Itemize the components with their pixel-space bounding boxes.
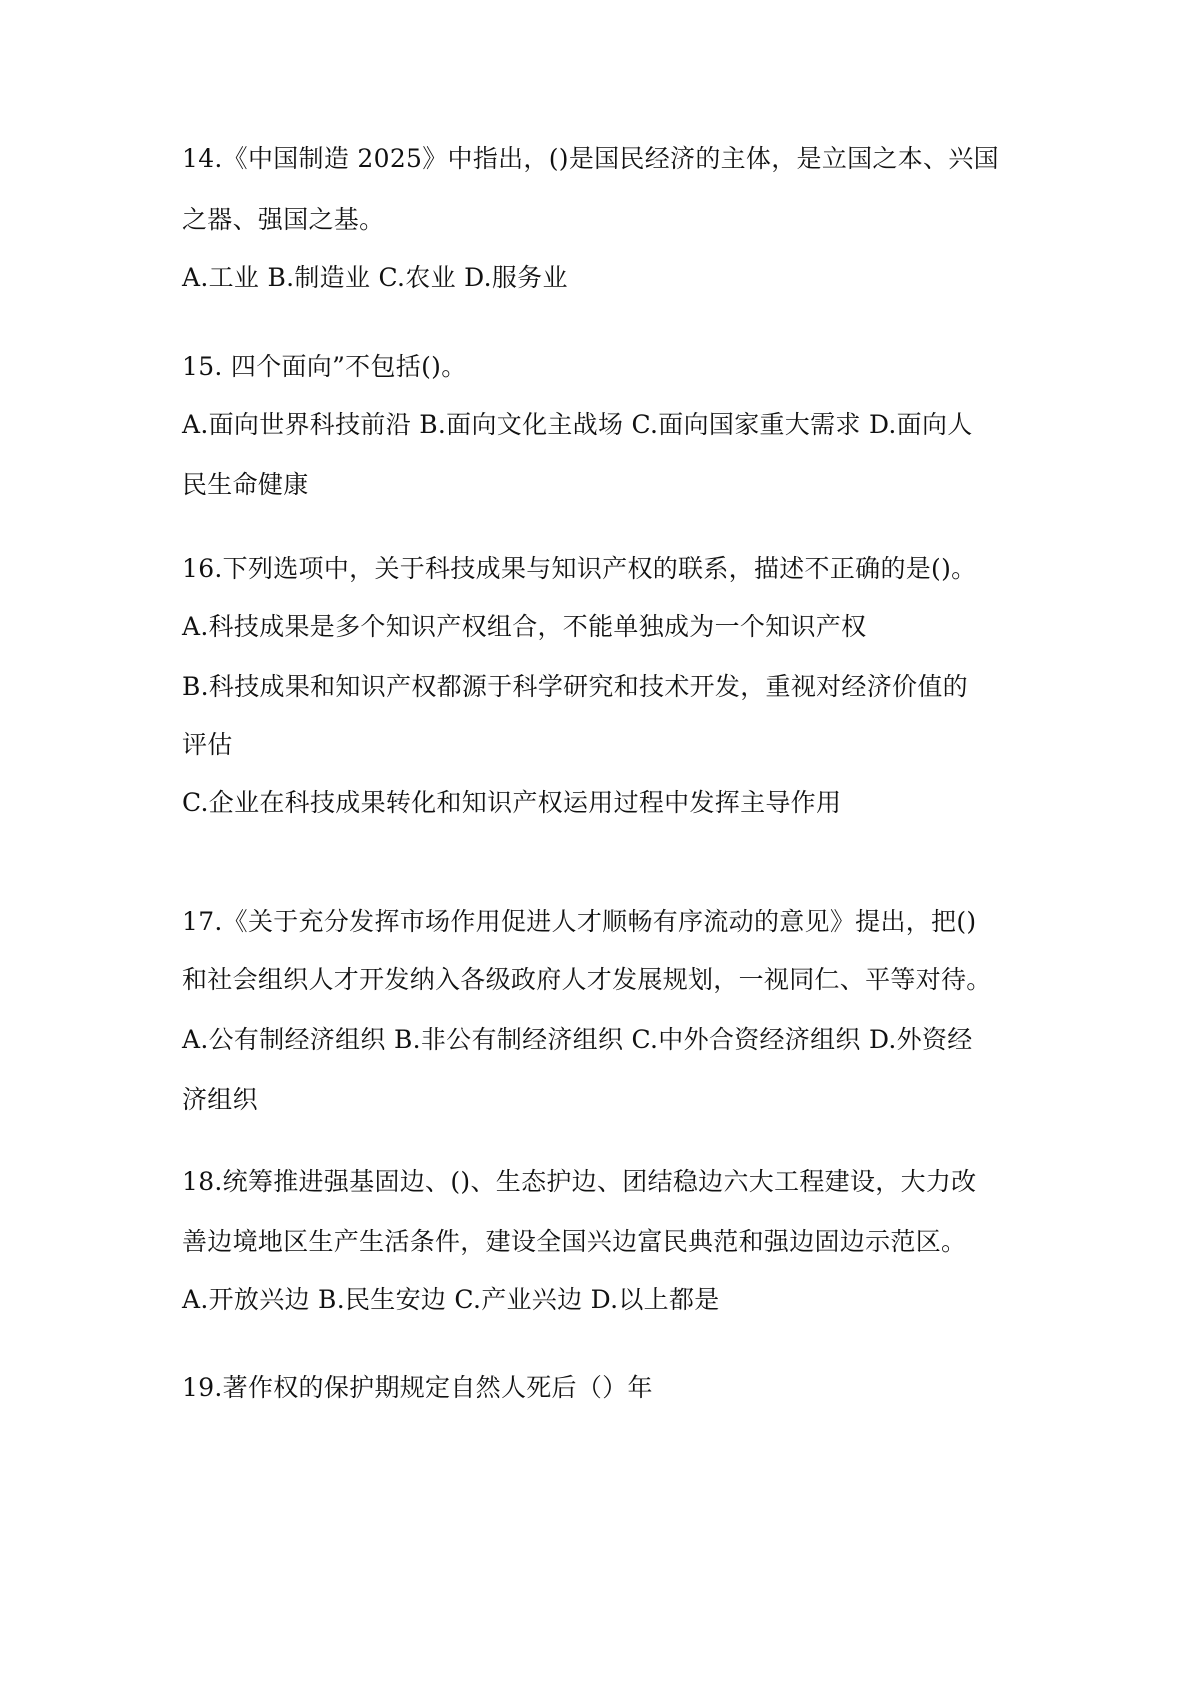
question-14-options: A.工业 B.制造业 C.农业 D.服务业 [182, 263, 568, 292]
question-16-option-b-line-2: 评估 [182, 730, 233, 759]
question-16-option-c: C.企业在科技成果转化和知识产权运用过程中发挥主导作用 [182, 788, 842, 817]
question-15-options-line-1: A.面向世界科技前沿 B.面向文化主战场 C.面向国家重大需求 D.面向人 [182, 410, 973, 439]
question-15-stem-line-1: 15. 四个面向”不包括()。 [182, 352, 467, 381]
question-14-stem-line-2: 之器、强国之基。 [182, 205, 385, 234]
question-17-options-line-2: 济组织 [182, 1085, 258, 1114]
question-17-stem-line-1: 17.《关于充分发挥市场作用促进人才顺畅有序流动的意见》提出，把() [182, 907, 977, 936]
question-17-stem-line-2: 和社会组织人才开发纳入各级政府人才发展规划，一视同仁、平等对待。 [182, 965, 992, 994]
question-18-options: A.开放兴边 B.民生安边 C.产业兴边 D.以上都是 [182, 1285, 720, 1314]
question-15-options-line-2: 民生命健康 [182, 470, 309, 499]
question-14-stem-line-1: 14.《中国制造 2025》中指出，()是国民经济的主体，是立国之本、兴国 [182, 144, 999, 173]
question-17-options-line-1: A.公有制经济组织 B.非公有制经济组织 C.中外合资经济组织 D.外资经 [182, 1025, 973, 1054]
question-19-stem-line-1: 19.著作权的保护期规定自然人死后（）年 [182, 1373, 653, 1402]
question-16-option-a: A.科技成果是多个知识产权组合，不能单独成为一个知识产权 [182, 612, 867, 641]
question-18-stem-line-2: 善边境地区生产生活条件，建设全国兴边富民典范和强边固边示范区。 [182, 1227, 967, 1256]
question-16-option-b-line-1: B.科技成果和知识产权都源于科学研究和技术开发，重视对经济价值的 [182, 672, 968, 701]
question-16-stem-line-1: 16.下列选项中，关于科技成果与知识产权的联系，描述不正确的是()。 [182, 554, 977, 583]
question-18-stem-line-1: 18.统筹推进强基固边、()、生态护边、团结稳边六大工程建设，大力改 [182, 1167, 977, 1196]
